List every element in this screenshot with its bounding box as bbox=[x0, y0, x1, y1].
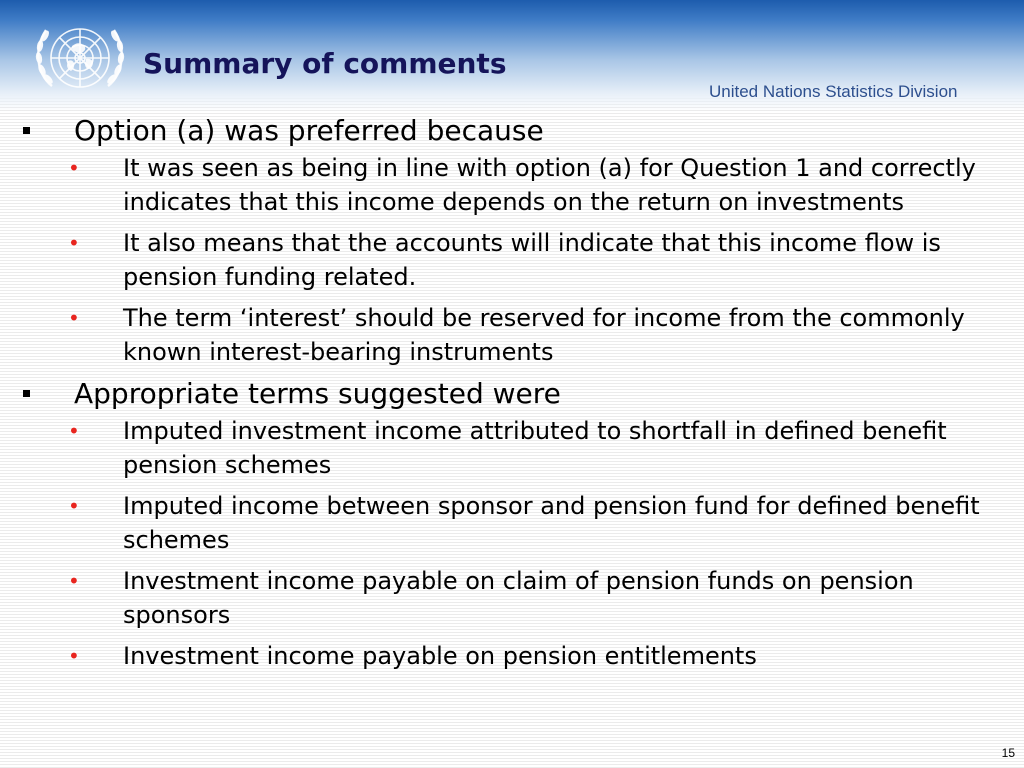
bullet-dot-icon: • bbox=[68, 156, 80, 180]
list-item-text: Investment income payable on pension entitlements bbox=[123, 642, 757, 670]
section-heading-text: Appropriate terms suggested were bbox=[74, 377, 561, 410]
division-label: United Nations Statistics Division bbox=[709, 82, 958, 101]
bullet-dot-icon: • bbox=[68, 306, 80, 330]
page-number: 15 bbox=[1001, 746, 1015, 760]
bullet-dot-icon: • bbox=[68, 231, 80, 255]
list-item bbox=[0, 489, 1024, 557]
list-item-text: It also means that the accounts will indicate that this income flow is pension funding related. bbox=[123, 229, 941, 291]
list-item-text: Imputed investment income attributed to shortfall in defined benefit pension schemes bbox=[123, 417, 947, 479]
bullet-dot-icon: • bbox=[68, 419, 80, 443]
square-bullet-icon bbox=[23, 127, 30, 134]
list-item bbox=[0, 639, 1024, 673]
list-item-text: Investment income payable on claim of pension funds on pension sponsors bbox=[123, 567, 914, 629]
un-emblem-icon bbox=[28, 12, 132, 108]
section-heading bbox=[0, 376, 1024, 412]
list-item bbox=[0, 414, 1024, 482]
list-item bbox=[0, 151, 1024, 219]
list-item-text: The term ‘interest’ should be reserved for income from the commonly known interest-bearing instruments bbox=[123, 304, 965, 366]
bullet-dot-icon: • bbox=[68, 569, 80, 593]
section-heading-text: Option (a) was preferred because bbox=[74, 114, 544, 147]
list-item bbox=[0, 301, 1024, 369]
slide-header bbox=[0, 0, 1024, 112]
section-heading bbox=[0, 113, 1024, 149]
list-item bbox=[0, 226, 1024, 294]
slide-title: Summary of comments bbox=[143, 47, 507, 80]
slide-body bbox=[0, 113, 1024, 680]
list-item-text: Imputed income between sponsor and pension fund for defined benefit schemes bbox=[123, 492, 980, 554]
bullet-dot-icon: • bbox=[68, 494, 80, 518]
bullet-dot-icon: • bbox=[68, 644, 80, 668]
square-bullet-icon bbox=[23, 390, 30, 397]
list-item bbox=[0, 564, 1024, 632]
list-item-text: It was seen as being in line with option (a) for Question 1 and correctly indicates that this income depends on the return on investments bbox=[123, 154, 976, 216]
